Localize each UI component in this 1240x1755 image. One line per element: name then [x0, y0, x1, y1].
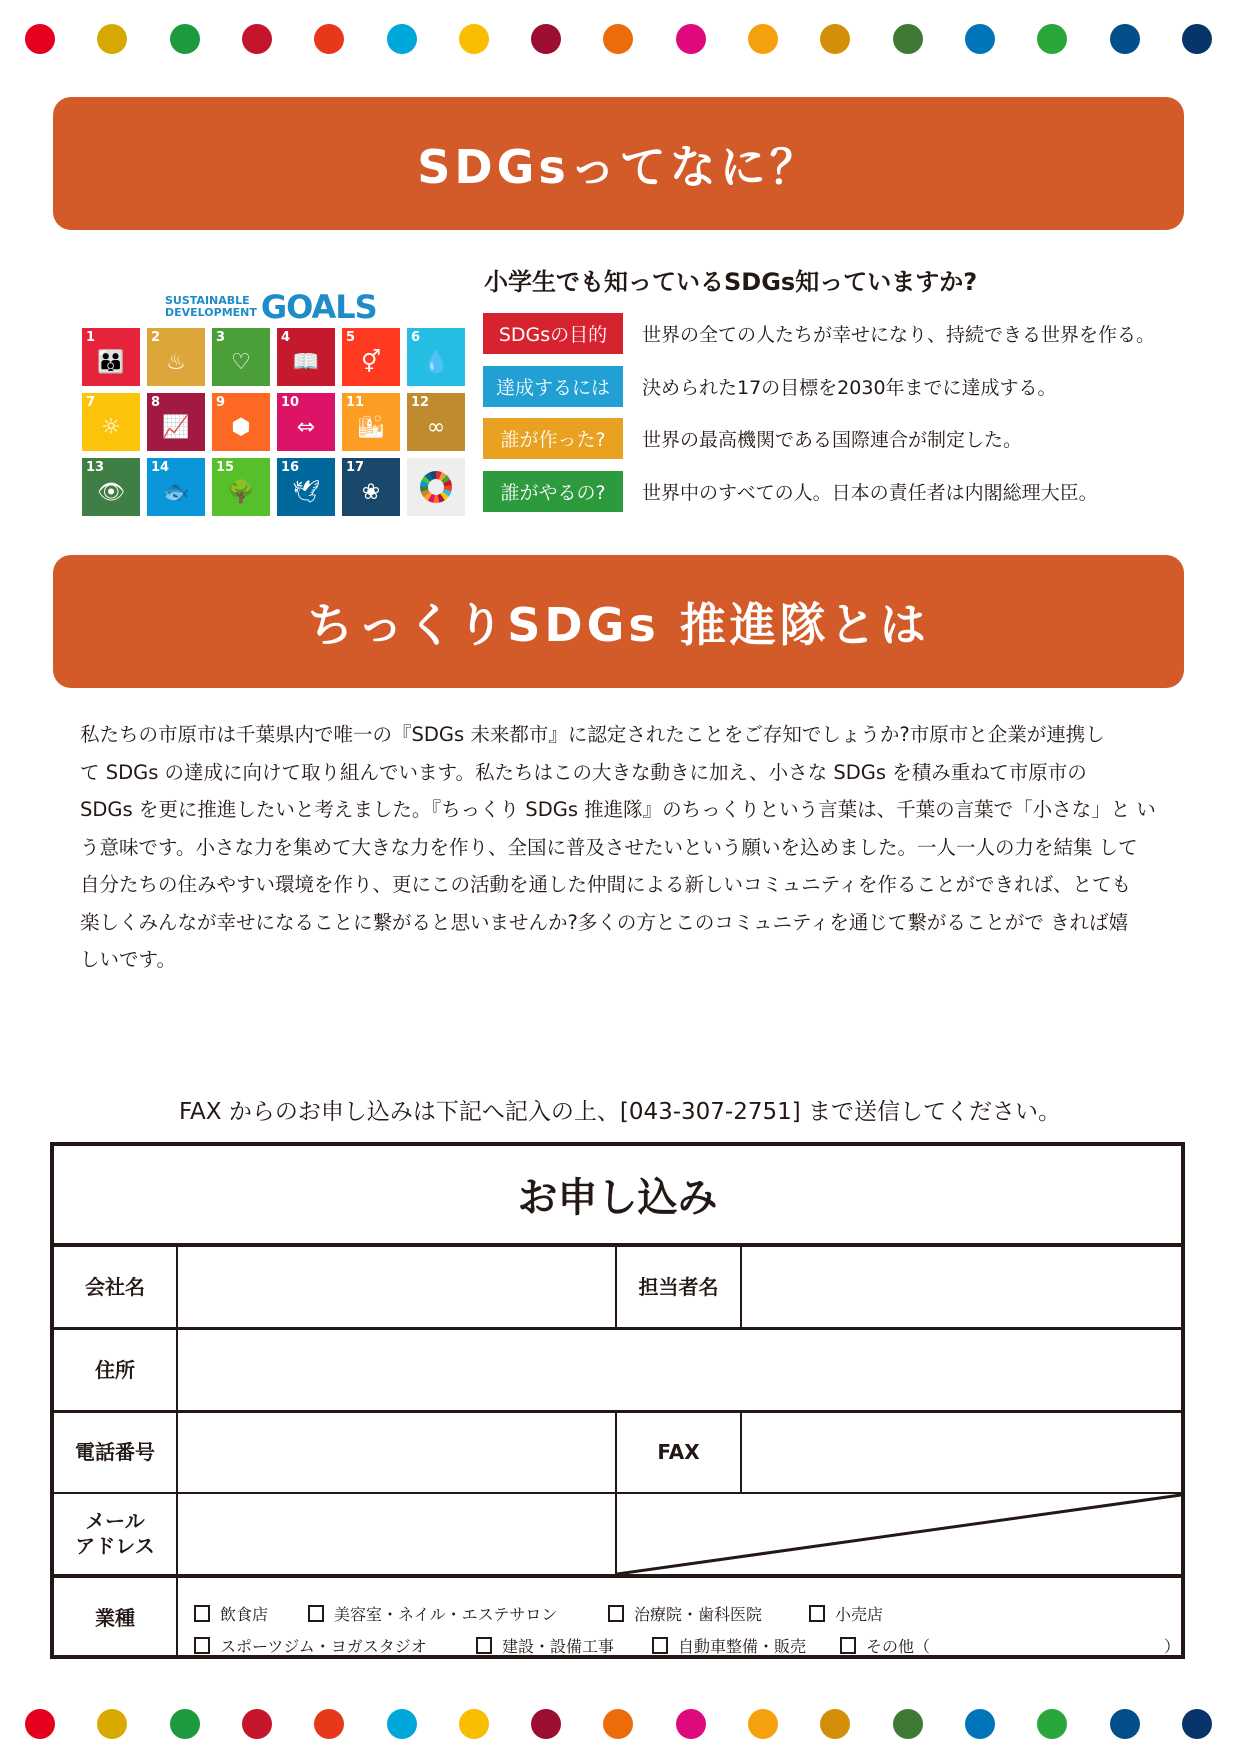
label-email-line1: メール	[85, 1509, 145, 1533]
color-dot	[748, 24, 778, 54]
goal-number: 9	[216, 395, 226, 410]
eye-globe-icon: 👁	[97, 480, 125, 505]
goal-number: 15	[216, 460, 235, 475]
goal-number: 2	[151, 330, 161, 345]
color-dot	[965, 1709, 995, 1739]
address-field[interactable]	[178, 1330, 1181, 1410]
sdg-goal-tile	[277, 458, 335, 516]
paragraph-line: 自分たちの住みやすい環境を作り、更にこの活動を通した仲間による新しいコミュニティを作ることができれば、とても	[80, 873, 1132, 896]
option-label: 治療院・歯科医院	[634, 1605, 763, 1624]
sdg-goal-tile	[407, 328, 465, 386]
person-field[interactable]	[742, 1247, 1181, 1327]
application-form	[50, 1142, 1185, 1659]
diagonal-strike	[617, 1494, 1181, 1576]
qa-value: 決められた17の目標を2030年までに達成する。	[642, 376, 1057, 399]
sdg-goal-tile	[277, 393, 335, 451]
label-email	[54, 1494, 176, 1574]
paragraph-line: 私たちの市原市は千葉県内で唯一の『SDGs 未来都市』に認定されたことをご存知でしょうか?市原市と企業が連携し	[80, 723, 1105, 746]
label-industry: 業種	[95, 1606, 135, 1630]
color-dot	[97, 24, 127, 54]
option-label: その他（	[866, 1637, 931, 1656]
color-dot	[603, 1709, 633, 1739]
heartbeat-icon: ♡	[231, 350, 251, 375]
color-dot	[676, 1709, 706, 1739]
water-icon: 💧	[422, 350, 450, 375]
close-paren: ）	[1164, 1637, 1181, 1656]
sdg-goal-tile	[212, 393, 270, 451]
checkbox[interactable]	[308, 1605, 324, 1622]
phone-field[interactable]	[178, 1413, 615, 1492]
sdg-goal-tile	[277, 328, 335, 386]
header-chikkuri-sdgs: ちっくりSDGs 推進隊とは	[53, 555, 1184, 688]
checkbox[interactable]	[476, 1637, 492, 1654]
option-label: スポーツジム・ヨガスタジオ	[220, 1637, 427, 1656]
sdg-wheel-icon	[407, 458, 465, 516]
color-dot	[1037, 1709, 1067, 1739]
goal-number: 3	[216, 330, 226, 345]
paragraph-line: しいです。	[80, 948, 176, 971]
goal-number: 8	[151, 395, 161, 410]
color-dot	[170, 1709, 200, 1739]
color-dot	[1182, 24, 1212, 54]
fish-icon: 🐟	[162, 480, 190, 505]
goal-number: 4	[281, 330, 291, 345]
color-dot	[25, 1709, 55, 1739]
industry-option[interactable]	[608, 1602, 762, 1625]
color-dot	[1182, 1709, 1212, 1739]
goal-number: 6	[411, 330, 421, 345]
color-dot	[603, 24, 633, 54]
qa-label: SDGsの目的	[483, 313, 623, 354]
gender-icon: ⚥	[361, 350, 381, 375]
sdg-goal-tile	[147, 458, 205, 516]
goal-number: 17	[346, 460, 365, 475]
goal-number: 1	[86, 330, 96, 345]
sdg-goal-tile	[82, 458, 140, 516]
goal-number: 11	[346, 395, 365, 410]
sdg-goal-tile	[212, 458, 270, 516]
color-dot	[459, 1709, 489, 1739]
sdg-goal-tile	[147, 393, 205, 451]
goal-number: 10	[281, 395, 300, 410]
sdg-goal-tile	[342, 393, 400, 451]
tree-icon: 🌳	[227, 480, 255, 505]
sdg-goal-tile	[82, 328, 140, 386]
color-dot	[1110, 24, 1140, 54]
sdg-goal-tile	[82, 393, 140, 451]
paragraph-line: う意味です。小さな力を集めて大きな力を作り、全国に普及させたいという願いを込めました。一人一人の力を結集 して	[80, 835, 1138, 859]
label-company: 会社名	[85, 1274, 145, 1299]
sdg-goal-tile	[147, 328, 205, 386]
color-dot	[531, 24, 561, 54]
paragraph-line: SDGs を更に推進したいと考えました。『ちっくり SDGs 推進隊』のちっくりという言葉は、千葉の言葉で「小さな」と い	[80, 798, 1156, 821]
sdg-goal-tile	[407, 393, 465, 451]
option-label: 小売店	[835, 1605, 884, 1624]
color-dot	[242, 24, 272, 54]
bottom-color-dots	[0, 1707, 1240, 1741]
goal-number: 14	[151, 460, 170, 475]
industry-option[interactable]	[194, 1602, 268, 1625]
logo-text: DEVELOPMENT	[165, 306, 257, 319]
checkbox[interactable]	[194, 1605, 210, 1622]
qa-label: 誰がやるの?	[483, 471, 623, 512]
industry-option[interactable]	[476, 1634, 614, 1657]
goal-number: 5	[346, 330, 356, 345]
logo-goals-text: GOALS	[260, 288, 377, 326]
form-title: お申し込み	[517, 1175, 718, 1221]
dove-icon: 🕊	[292, 480, 320, 505]
city-icon: 🏙	[357, 415, 385, 440]
sdg-goal-tile	[342, 458, 400, 516]
option-label: 建設・設備工事	[502, 1637, 615, 1656]
goal-number: 12	[411, 395, 430, 410]
email-field[interactable]	[178, 1494, 615, 1574]
goal-number: 7	[86, 395, 96, 410]
sun-icon: ☼	[101, 415, 121, 440]
color-dot	[387, 24, 417, 54]
book-icon: 📖	[292, 350, 320, 375]
infinity-icon: ∞	[426, 415, 446, 440]
color-dot	[1110, 1709, 1140, 1739]
paragraph-line: て SDGs の達成に向けて取り組んでいます。私たちはこの大きな動きに加え、小さな SDGs を積み重ねて市原市の	[80, 760, 1087, 784]
paragraph-line: 楽しくみんなが幸せになることに繋がると思いませんか?多くの方とこのコミュニティを通じて繋がることがで きれば嬉	[80, 910, 1129, 934]
people-icon: 👪	[97, 350, 125, 375]
industry-option[interactable]	[194, 1634, 427, 1657]
color-dot	[314, 24, 344, 54]
header-what-is-sdgs: SDGsってなに？	[53, 97, 1184, 230]
qa-value: 世界中のすべての人。日本の責任者は内閣総理大臣。	[642, 481, 1098, 504]
color-dot	[531, 1709, 561, 1739]
color-dot	[242, 1709, 272, 1739]
option-label: 自動車整備・販売	[678, 1637, 807, 1656]
intro-paragraph	[80, 716, 1170, 979]
checkbox[interactable]	[809, 1605, 825, 1622]
checkbox[interactable]	[608, 1605, 624, 1622]
company-field[interactable]	[178, 1247, 615, 1327]
color-dot	[1037, 24, 1067, 54]
industry-option[interactable]	[308, 1602, 557, 1625]
sdg-goal-tile	[212, 328, 270, 386]
label-phone: 電話番号	[75, 1440, 155, 1464]
color-dot	[25, 24, 55, 54]
top-color-dots	[0, 22, 1240, 56]
qa-label: 誰が作った?	[483, 418, 623, 459]
goal-number: 16	[281, 460, 300, 475]
checkbox[interactable]	[652, 1637, 668, 1654]
growth-chart-icon: 📈	[162, 415, 190, 440]
sdgs-logo	[165, 288, 377, 326]
qa-value: 世界の全ての人たちが幸せになり、持続できる世界を作る。	[642, 324, 1156, 346]
fax-instruction: FAX からのお申し込みは下記へ記入の上、[043-307-2751] まで送信してください。	[178, 1099, 1062, 1125]
color-dot	[459, 24, 489, 54]
cubes-icon: ⬢	[231, 415, 251, 440]
color-dot	[676, 24, 706, 54]
equality-icon: ⇔	[296, 415, 316, 440]
logo-text: SUSTAINABLE	[165, 294, 250, 307]
bowl-icon: ♨	[166, 350, 186, 375]
industry-option[interactable]	[809, 1602, 883, 1625]
color-dot	[97, 1709, 127, 1739]
sdg-goal-tile	[342, 328, 400, 386]
color-dot	[820, 1709, 850, 1739]
industry-option[interactable]	[652, 1634, 806, 1657]
fax-field[interactable]	[742, 1413, 1181, 1492]
partnership-icon: ❀	[361, 480, 381, 505]
label-person: 担当者名	[638, 1274, 719, 1299]
qa-label: 達成するには	[483, 366, 623, 407]
checkbox[interactable]	[194, 1637, 210, 1654]
checkbox[interactable]	[840, 1637, 856, 1654]
question-title: 小学生でも知っているSDGs知っていますか?	[484, 268, 978, 296]
color-dot	[820, 24, 850, 54]
label-address: 住所	[95, 1357, 135, 1382]
option-label: 飲食店	[220, 1605, 269, 1624]
color-dot	[893, 1709, 923, 1739]
label-fax: FAX	[657, 1440, 700, 1464]
color-dot	[314, 1709, 344, 1739]
color-dot	[170, 24, 200, 54]
color-dot	[748, 1709, 778, 1739]
qa-value: 世界の最高機関である国際連合が制定した。	[642, 429, 1023, 451]
color-dot	[965, 24, 995, 54]
color-dot	[387, 1709, 417, 1739]
color-dot	[893, 24, 923, 54]
label-email-line2: アドレス	[75, 1534, 155, 1558]
option-label: 美容室・ネイル・エステサロン	[334, 1605, 558, 1624]
goal-number: 13	[86, 460, 105, 475]
industry-option[interactable]	[840, 1634, 930, 1657]
